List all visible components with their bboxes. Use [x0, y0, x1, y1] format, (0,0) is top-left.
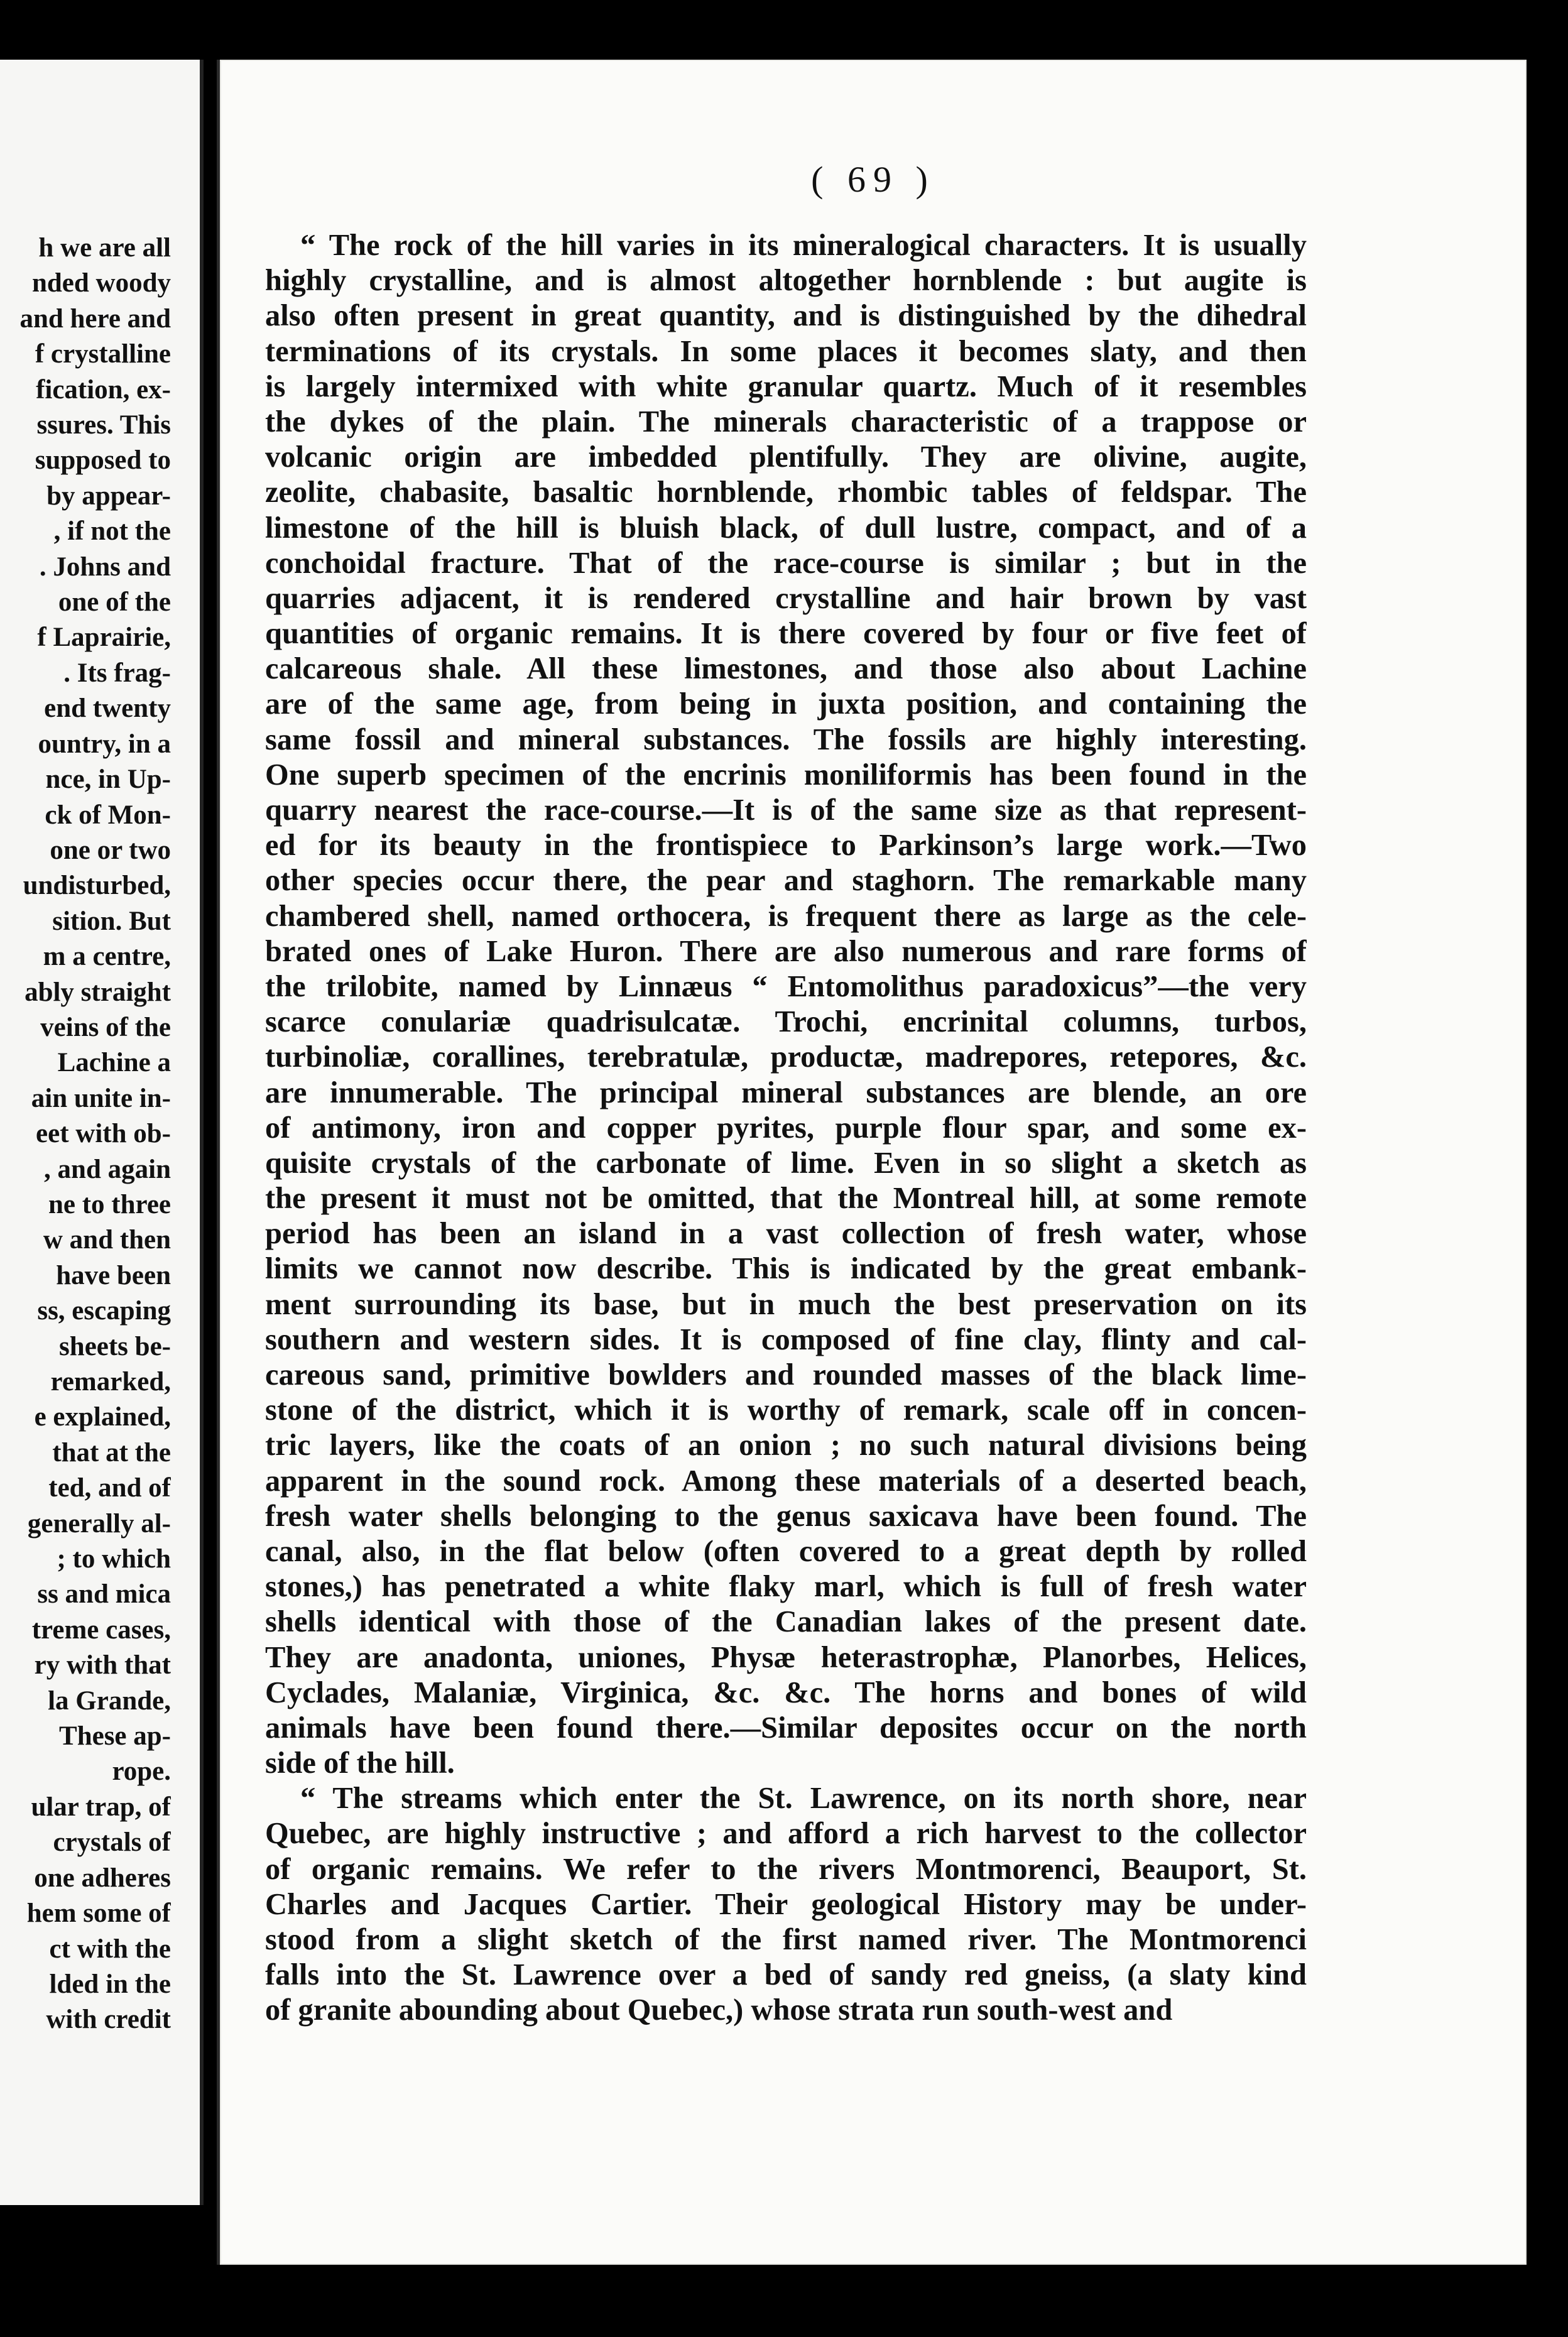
- text-line: southern and western sides. It is composed of fine clay, flinty and cal-: [265, 1322, 1307, 1356]
- text-line: brated ones of Lake Huron. There are also numerous and rare forms of: [265, 934, 1307, 968]
- text-line: careous sand, primitive bowlders and rounded masses of the black lime-: [265, 1358, 1307, 1392]
- left-page-line: ss, escaping: [37, 1296, 171, 1326]
- left-page-line: and here and: [19, 303, 171, 334]
- text-line: falls into the St. Lawrence over a bed of sandy red gneiss, (a slaty kind: [265, 1958, 1307, 1992]
- left-page-line: one of the: [58, 587, 171, 618]
- text-line: side of the hill.: [265, 1746, 455, 1780]
- text-line: the trilobite, named by Linnæus “ Entomolithus paradoxicus”—the very: [265, 969, 1307, 1003]
- text-line: the dykes of the plain. The minerals characteristic of a trappose or: [265, 405, 1307, 439]
- text-line: the present it must not be omitted, that the Montreal hill, at some remote: [265, 1182, 1307, 1216]
- text-line: ment surrounding its base, but in much the best preservation on its: [265, 1287, 1307, 1321]
- text-line: canal, also, in the flat below (often covered to a great depth by rolled: [265, 1534, 1307, 1568]
- text-line: fresh water shells belonging to the genus saxicava have been found. The: [265, 1499, 1307, 1533]
- left-page-line: ular trap, of: [31, 1792, 171, 1822]
- text-line: quarries adjacent, it is rendered crystalline and hair brown by vast: [265, 581, 1307, 615]
- text-line: scarce conulariæ quadrisulcatæ. Trochi, encrinital columns, turbos,: [265, 1005, 1307, 1039]
- left-page-line: supposed to: [35, 445, 171, 476]
- left-page-line: f Laprairie,: [37, 623, 171, 653]
- main-text: [265, 228, 1307, 2029]
- text-line: are innumerable. The principal mineral substances are blende, an ore: [265, 1076, 1307, 1109]
- left-page-line: sheets be-: [59, 1331, 171, 1361]
- left-page-line: end twenty: [44, 694, 171, 724]
- text-line: are of the same age, from being in juxta position, and containing the: [265, 687, 1307, 721]
- left-page-line: one or two: [50, 835, 171, 865]
- page-number: ( 69 ): [811, 159, 935, 200]
- left-page-line: h we are all: [38, 233, 171, 263]
- left-page-line: fication, ex-: [36, 374, 171, 405]
- text-line: shells identical with those of the Canadian lakes of the present date.: [265, 1605, 1307, 1639]
- text-line: conchoidal fracture. That of the race-course is similar ; but in the: [265, 546, 1307, 580]
- text-line: other species occur there, the pear and staghorn. The remarkable many: [265, 864, 1307, 898]
- left-page-line: that at the: [52, 1437, 171, 1468]
- text-line: of antimony, iron and copper pyrites, purple flour spar, and some ex-: [265, 1111, 1307, 1145]
- left-page-line: treme cases,: [31, 1615, 171, 1645]
- left-page-line: ck of Mon-: [45, 800, 171, 830]
- left-page-line: lded in the: [49, 1969, 171, 1999]
- text-line: turbinoliæ, corallines, terebratulæ, productæ, madrepores, retepores, &c.: [265, 1040, 1307, 1074]
- left-page-line: la Grande,: [48, 1686, 171, 1716]
- left-page-line: w and then: [43, 1225, 171, 1255]
- left-page-line: m a centre,: [43, 942, 171, 972]
- left-page-line: , and again: [44, 1154, 171, 1184]
- text-line: zeolite, chabasite, basaltic hornblende, rhombic tables of feldspar. The: [265, 476, 1307, 509]
- left-page-line: e explained,: [34, 1402, 171, 1432]
- left-page-line: ct with the: [49, 1934, 171, 1964]
- left-page-line: remarked,: [50, 1367, 171, 1397]
- text-line: also often present in great quantity, and is distinguished by the dihedral: [265, 299, 1307, 333]
- text-line: quarry nearest the race-course.—It is of the same size as that represent-: [265, 793, 1307, 827]
- text-line: volcanic origin are imbedded plentifully. They are olivine, augite,: [265, 440, 1307, 474]
- text-line: limits we cannot now describe. This is indicated by the great embank-: [265, 1252, 1307, 1286]
- left-page-line: one adheres: [34, 1863, 171, 1893]
- text-line: of organic remains. We refer to the rivers Montmorenci, Beauport, St.: [265, 1852, 1307, 1886]
- left-page-line: nded woody: [31, 268, 171, 298]
- text-line: One superb specimen of the encrinis moniliformis has been found in the: [265, 758, 1307, 792]
- left-page-line: Lachine a: [57, 1048, 171, 1078]
- right-page: [217, 60, 1527, 2265]
- text-line: stones,) has penetrated a white flaky marl, which is full of fresh water: [265, 1570, 1307, 1604]
- text-line: “ The streams which enter the St. Lawrence, on its north shore, near: [300, 1782, 1307, 1816]
- text-line: Charles and Jacques Cartier. Their geological History may be under-: [265, 1887, 1307, 1921]
- text-line: stone of the district, which it is worthy of remark, scale off in concen-: [265, 1393, 1307, 1427]
- text-line: terminations of its crystals. In some places it becomes slaty, and then: [265, 334, 1307, 368]
- text-line: quisite crystals of the carbonate of lime. Even in so slight a sketch as: [265, 1146, 1307, 1180]
- text-line: tric layers, like the coats of an onion ; no such natural divisions being: [265, 1429, 1307, 1463]
- text-line: limestone of the hill is bluish black, of dull lustre, compact, and of a: [265, 511, 1307, 545]
- left-page-line: eet with ob-: [36, 1119, 171, 1149]
- text-line: highly crystalline, and is almost altogether hornblende : but augite is: [265, 264, 1307, 298]
- left-page-line: ted, and of: [48, 1473, 171, 1503]
- left-page-line: with credit: [46, 2005, 171, 2035]
- left-page-line: , if not the: [53, 516, 171, 547]
- left-page-line: ably straight: [24, 977, 171, 1007]
- left-page-line: sition. But: [52, 906, 171, 936]
- left-page-line: generally al-: [27, 1508, 171, 1539]
- text-line: chambered shell, named orthocera, is frequent there as large as the cele-: [265, 899, 1307, 933]
- left-page-text: [0, 231, 171, 2038]
- text-line: animals have been found there.—Similar deposites occur on the north: [265, 1711, 1307, 1745]
- left-page-line: have been: [56, 1260, 171, 1290]
- text-line: period has been an island in a vast collection of fresh water, whose: [265, 1217, 1307, 1251]
- text-line: is largely intermixed with white granular quartz. Much of it resembles: [265, 369, 1307, 403]
- text-line: They are anadonta, uniones, Physæ heterastrophæ, Planorbes, Helices,: [265, 1640, 1307, 1674]
- text-line: ed for its beauty in the frontispiece to Parkinson’s large work.—Two: [265, 829, 1307, 863]
- left-page-line: ne to three: [48, 1189, 171, 1219]
- left-page-line: ; to which: [57, 1544, 171, 1574]
- left-page-line: . Johns and: [39, 552, 171, 582]
- left-page-line: . Its frag-: [63, 658, 171, 688]
- left-page-line: nce, in Up-: [45, 765, 171, 795]
- left-page-line: These ap-: [59, 1721, 171, 1751]
- text-line: Cyclades, Malaniæ, Virginica, &c. &c. The horns and bones of wild: [265, 1675, 1307, 1709]
- text-line: of granite abounding about Quebec,) whose strata run south-west and: [265, 1993, 1173, 2027]
- left-page-line: crystals of: [53, 1828, 171, 1858]
- left-page-line: veins of the: [40, 1012, 171, 1042]
- left-page: [0, 60, 204, 2205]
- left-page-line: f crystalline: [35, 339, 171, 369]
- text-line: “ The rock of the hill varies in its mineralogical characters. It is usually: [300, 229, 1307, 262]
- left-page-line: ry with that: [34, 1650, 171, 1681]
- left-page-line: ssures. This: [36, 410, 171, 440]
- text-line: same fossil and mineral substances. The fossils are highly interesting.: [265, 722, 1307, 756]
- left-page-line: rope.: [112, 1757, 171, 1787]
- text-line: apparent in the sound rock. Among these materials of a deserted beach,: [265, 1464, 1307, 1498]
- text-line: Quebec, are highly instructive ; and afford a rich harvest to the collector: [265, 1817, 1307, 1851]
- left-page-line: by appear-: [46, 481, 171, 511]
- text-line: calcareous shale. All these limestones, and those also about Lachine: [265, 652, 1307, 686]
- left-page-line: hem some of: [26, 1898, 171, 1929]
- left-page-line: ss and mica: [37, 1579, 171, 1610]
- left-page-line: ain unite in-: [31, 1083, 171, 1113]
- left-page-line: ountry, in a: [38, 729, 171, 759]
- left-page-line: undisturbed,: [23, 871, 171, 901]
- text-line: stood from a slight sketch of the first named river. The Montmorenci: [265, 1923, 1307, 1956]
- text-line: quantities of organic remains. It is there covered by four or five feet of: [265, 617, 1307, 651]
